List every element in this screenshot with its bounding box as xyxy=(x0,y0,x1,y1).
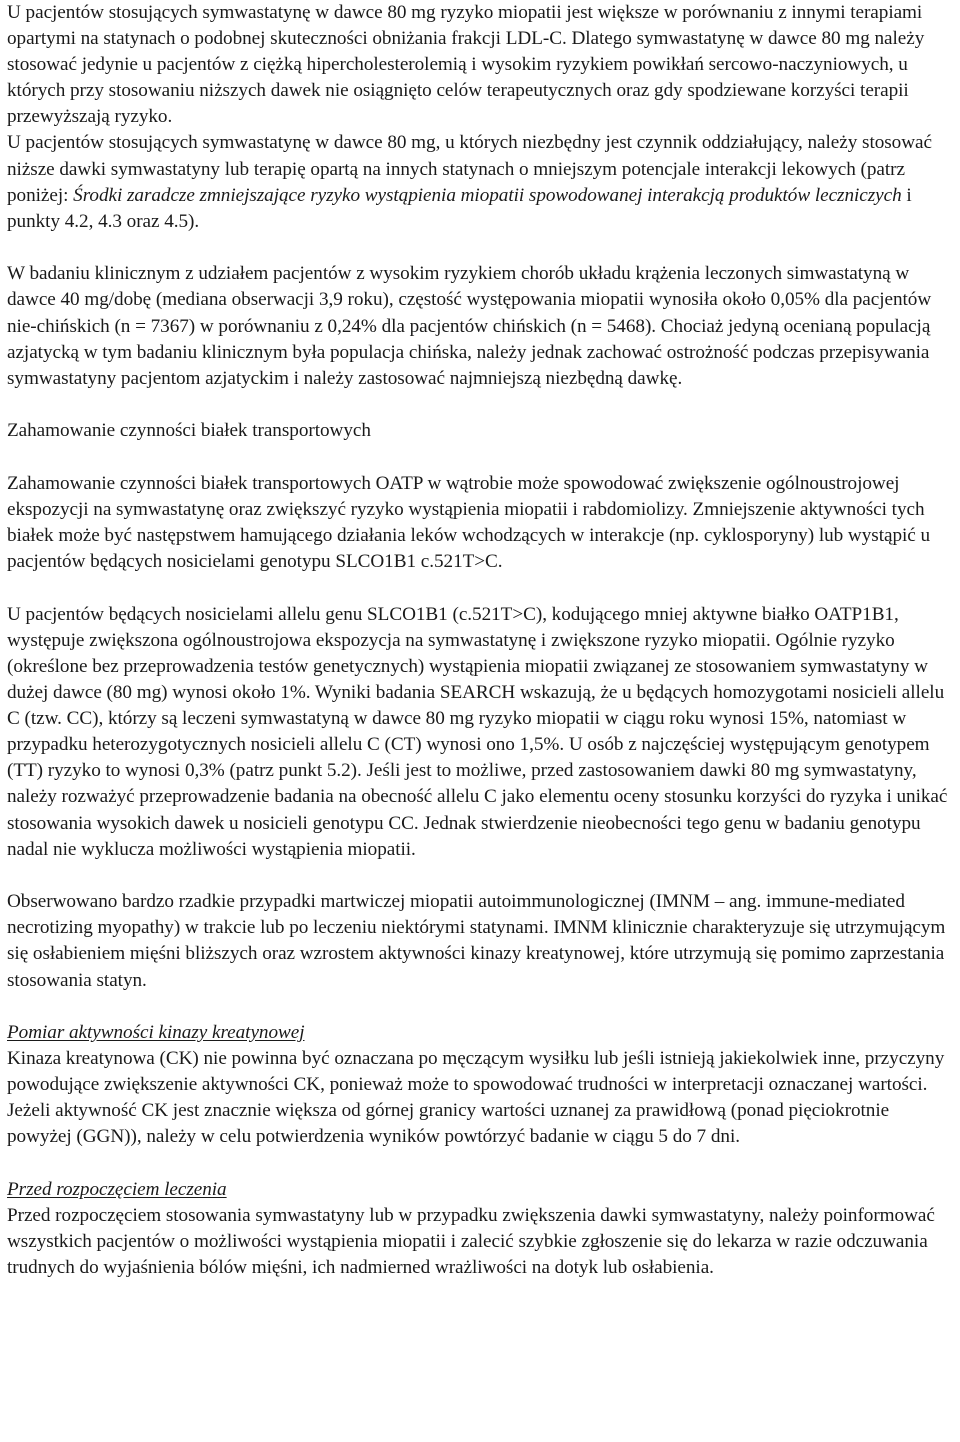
section-heading-transport-proteins: Zahamowanie czynności białek transportowych xyxy=(7,420,371,442)
spacer xyxy=(7,392,957,419)
section-heading-before-treatment: Przed rozpoczęciem leczenia xyxy=(7,1179,227,1201)
paragraph-interacting-agent-italic: Środki zaradcze zmniejszające ryzyko wystąpienia miopatii spowodowanej interakcją produktów leczniczych xyxy=(73,184,902,206)
paragraph-ck-measurement: Kinaza kreatynowa (CK) nie powinna być oznaczana po męczącym wysiłku lub jeśli istnieją jakiekolwiek inne, przyczyny powodujące zwiększenie aktywności CK, ponieważ może to spowodować trudności w interpretacji oznaczanej wartości. Jeżeli aktywność CK jest znacznie większa od górnej granicy wartości uznanej za prawidłową (ponad pięciokrotnie powyżej (GGN)), należy w celu potwierdzenia wyników powtórzyć badanie w ciągu 5 do 7 dni. xyxy=(7,1048,945,1148)
paragraph-interacting-agent-text: U pacjentów stosujących symwastatynę w dawce 80 mg, u których niezbędny jest czynnik oddziałujący, należy stosować niższe dawki symwastatyny lub terapię opartą na innych statynach o mniejszym potencjale interakcji lekowych (patrz poniżej: xyxy=(7,132,932,206)
document-page xyxy=(7,0,957,1281)
paragraph-myopathy-risk-80mg: U pacjentów stosujących symwastatynę w dawce 80 mg ryzyko miopatii jest większe w porównaniu z innymi terapiami opartymi na statynach o podobnej skuteczności obniżania frakcji LDL-C. Dlatego symwastatynę w dawce 80 mg należy stosować jedynie u pacjentów z ciężką hipercholesterolemią i wysokim ryzykiem powikłań sercowo-naczyniowych, u których przy stosowaniu niższych dawek nie osiągnięto celów terapeutycznych oraz gdy spodziewane korzyści terapii przewyższają ryzyko. xyxy=(7,2,925,128)
section-heading-ck-measurement: Pomiar aktywności kinazy kreatynowej xyxy=(7,1022,305,1044)
paragraph-slco1b1-carriers: U pacjentów będących nosicielami allelu genu SLCO1B1 (c.521T>C), kodującego mniej aktywne białko OATP1B1, występuje zwiększona ogólnoustrojowa ekspozycja na symwastatynę i zwiększone ryzyko miopatii. Ogólnie ryzyko (określone bez przeprowadzenia testów genetycznych) wystąpienia miopatii związanej ze stosowaniem symwastatyny w dużej dawce (80 mg) wynosi około 1%. Wyniki badania SEARCH wskazują, że u będących homozygotami nosicieli allelu C (tzw. CC), którzy są leczeni symwastatyną w dawce 80 mg ryzyko miopatii w ciągu roku wynosi 15%, natomiast w przypadku heterozygotycznych nosicieli allelu C (CT) wynosi ono 1,5%. U osób z najczęściej występującym genotypem (TT) ryzyko to wynosi 0,3% (patrz punkt 5.2). Jeśli jest to możliwe, przed zastosowaniem dawki 80 mg symwastatyny, należy rozważyć przeprowadzenie badania na obecność allelu C jako elementu oceny stosunku korzyści do ryzyka i unikać stosowania wysokich dawek u nosicieli genotypu CC. Jednak stwierdzenie nieobecności tego genu w badaniu genotypu nadal nie wyklucza możliwości wystąpienia miopatii. xyxy=(7,603,948,860)
paragraph-imnm: Obserwowano bardzo rzadkie przypadki martwiczej miopatii autoimmunologicznej (IMNM – ang. immune-mediated necrotizing myopathy) w trakcie lub po leczeniu niektórymi statynami. IMNM klinicznie charakteryzuje się utrzymującym się osłabieniem mięśni bliższych oraz wzrostem aktywności kinazy kreatynowej, które utrzymują się pomimo zaprzestania stosowania statyn. xyxy=(7,891,946,991)
paragraph-asian-patients: W badaniu klinicznym z udziałem pacjentów z wysokim ryzykiem chorób układu krążenia leczonych simwastatyną w dawce 40 mg/dobę (mediana obserwacji 3,9 roku), częstość występowania miopatii wynosiła około 0,05% dla pacjentów nie-chińskich (n = 7367) w porównaniu z 0,24% dla pacjentów chińskich (n = 5468). Chociaż jedyną ocenianą populacją azjatycką w tym badaniu klinicznym była populacja chińska, należy jednak zachować ostrożność podczas przepisywania symwastatyny pacjentom azjatyckim i należy zastosować najmniejszą niezbędną dawkę. xyxy=(7,263,932,389)
spacer xyxy=(7,994,957,1021)
spacer xyxy=(7,444,957,471)
spacer xyxy=(7,1151,957,1178)
paragraph-oatp-inhibition: Zahamowanie czynności białek transportowych OATP w wątrobie może spowodować zwiększenie ogólnoustrojowej ekspozycji na symwastatynę oraz zwiększyć ryzyko wystąpienia miopatii i rabdomiolizy. Zmniejszenie aktywności tych białek może być następstwem hamującego działania leków wchodzących w interakcje (np. cyklosporyny) lub wystąpić u pacjentów będących nosicielami genotypu SLCO1B1 c.521T>C. xyxy=(7,472,931,573)
spacer xyxy=(7,575,957,602)
paragraph-before-treatment: Przed rozpoczęciem stosowania symwastatyny lub w przypadku zwiększenia dawki symwastatyny, należy poinformować wszystkich pacjentów o możliwości wystąpienia miopatii i zalecić szybkie zgłoszenie się do lekarza w razie odczuwania trudnych do wyjaśnienia bólów mięśni, ich nadmierned wrażliwości na dotyk lub osłabienia. xyxy=(7,1205,935,1279)
spacer xyxy=(7,863,957,890)
spacer xyxy=(7,235,957,262)
paragraph-interacting-agent xyxy=(7,130,957,234)
paragraph-interacting-agent-tail: i punkty 4.2, 4.3 oraz 4.5). xyxy=(7,184,912,232)
